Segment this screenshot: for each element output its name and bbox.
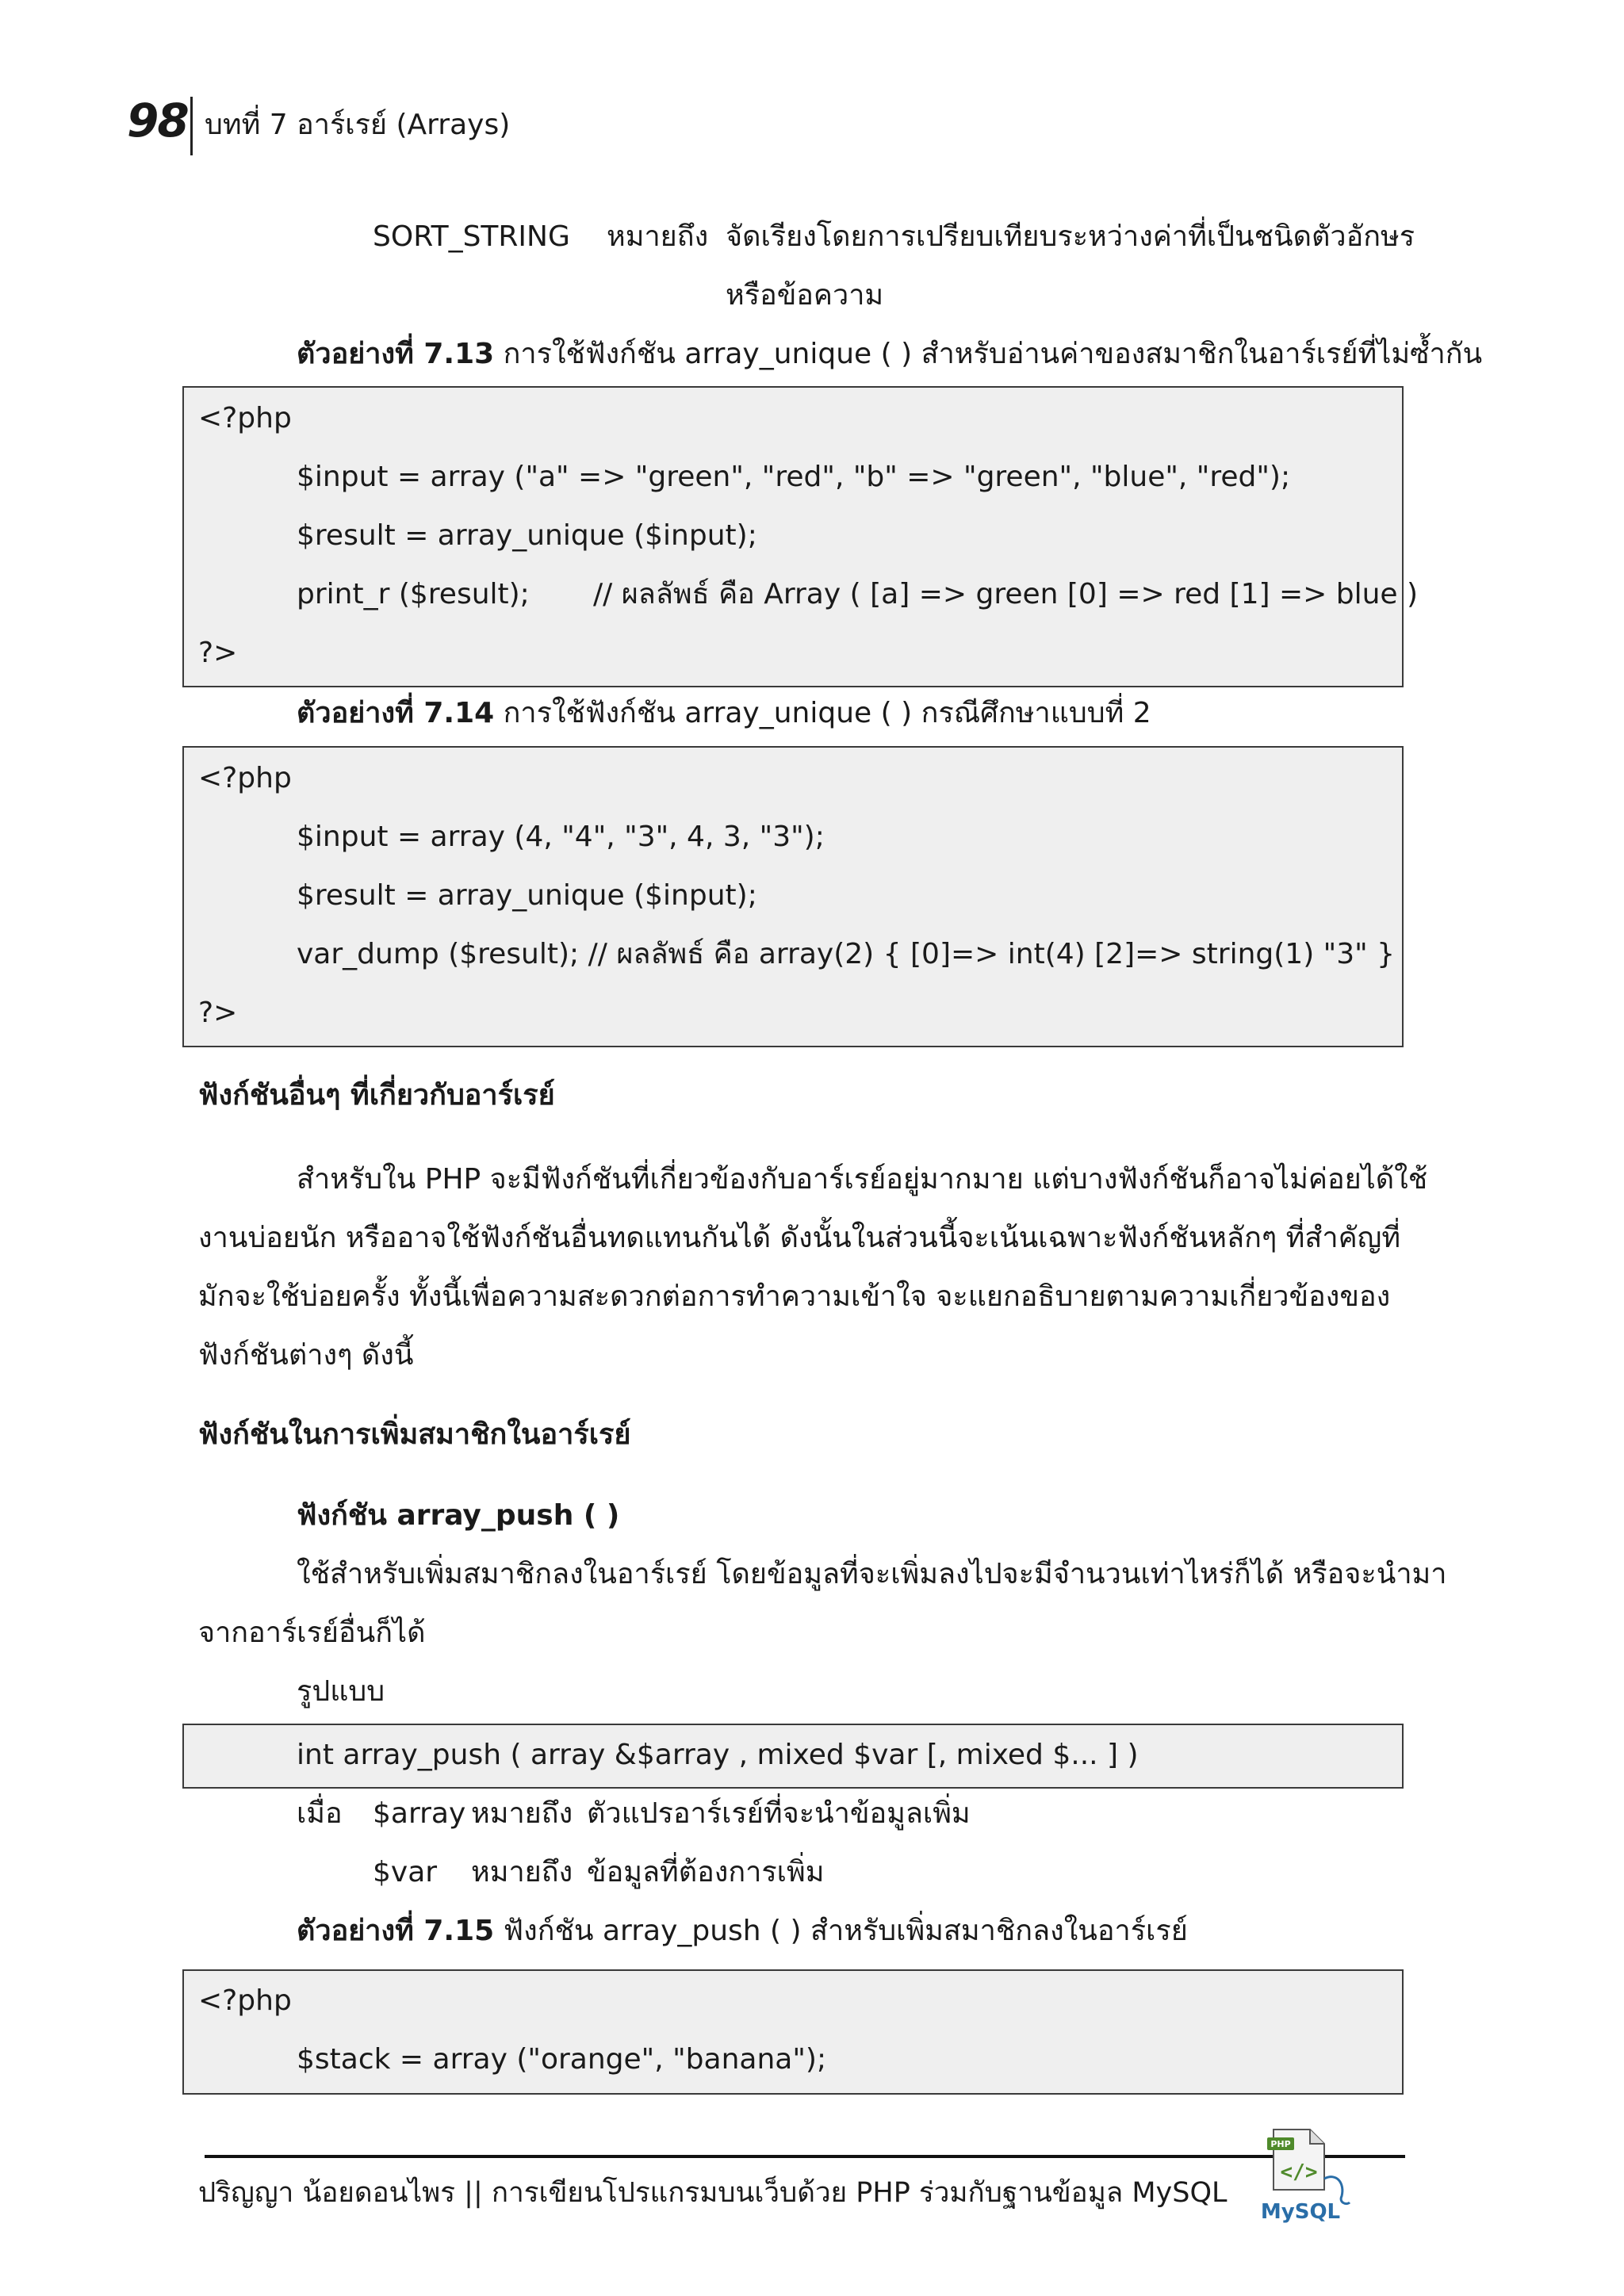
code-7-13-close: ?> [198, 637, 238, 669]
example-7-13-text: การใช้ฟังก์ชัน array_unique ( ) สำหรับอ่านค่าของสมาชิกในอาร์เรย์ที่ไม่ซ้ำกัน [494, 338, 1483, 370]
example-7-14-label: ตัวอย่างที่ 7.14 [297, 697, 495, 729]
section-heading-other-functions: ฟังก์ชันอื่นๆ ที่เกี่ยวกับอาร์เรย์ [198, 1079, 555, 1112]
param-array-name: $array [373, 1797, 466, 1830]
section-other-para-3: มักจะใช้บ่อยครั้ง ทั้งนี้เพื่อความสะดวกต่อการทำความเข้าใจ จะแยกอธิบายตามความเกี่ยวข้องของ [198, 1280, 1391, 1313]
footer-text: ปริญญา น้อยดอนไพร || การเขียนโปรแกรมบนเว็บด้วย PHP ร่วมกับฐานข้อมูล MySQL [198, 2177, 1228, 2209]
code-7-14-line2: $result = array_unique ($input); [297, 879, 757, 912]
example-7-13-caption [297, 335, 1482, 373]
code-7-13-open: <?php [198, 402, 292, 434]
param-array-desc: ตัวแปรอาร์เรย์ที่จะนำข้อมูลเพิ่ม [587, 1797, 971, 1830]
logo-mysql-text: MySQL [1260, 2200, 1341, 2224]
sort-string-desc-1: จัดเรียงโดยการเปรียบเทียบระหว่างค่าที่เป็นชนิดตัวอักษร [726, 220, 1415, 253]
code-7-13-line2: $result = array_unique ($input); [297, 519, 757, 552]
param-array-meaning: หมายถึง [471, 1797, 573, 1830]
code-7-15-line1: $stack = array ("orange", "banana"); [297, 2043, 827, 2076]
code-7-14-line1: $input = array (4, "4", "3", 4, 3, "3"); [297, 821, 825, 853]
section-other-para-4: ฟังก์ชันต่างๆ ดังนี้ [198, 1339, 414, 1372]
sort-string-desc-2: หรือข้อความ [726, 279, 884, 312]
section-add-para-1: ใช้สำหรับเพิ่มสมาชิกลงในอาร์เรย์ โดยข้อมูลที่จะเพิ่มลงไปจะมีจำนวนเท่าไหร่ก็ได้ หรือจะนำมา [297, 1558, 1447, 1590]
example-7-14-caption [297, 695, 1151, 733]
header-divider [190, 97, 193, 155]
code-7-14-close: ?> [198, 997, 238, 1029]
example-7-15-label: ตัวอย่างที่ 7.15 [297, 1915, 495, 1947]
section-add-para-2: จากอาร์เรย์อื่นก็ได้ [198, 1617, 426, 1649]
param-var-name: $var [373, 1856, 438, 1888]
footer-rule [205, 2155, 1405, 2158]
param-var-desc: ข้อมูลที่ต้องการเพิ่ม [587, 1856, 825, 1888]
example-7-13-label: ตัวอย่างที่ 7.13 [297, 338, 495, 370]
code-7-14-line3: var_dump ($result); // ผลลัพธ์ คือ array(2) { [0]=> int(4) [2]=> string(1) "3" } [297, 938, 1396, 970]
sort-string-term: SORT_STRING [373, 220, 570, 253]
section-heading-add-members: ฟังก์ชันในการเพิ่มสมาชิกในอาร์เรย์ [198, 1418, 631, 1451]
code-7-13-line3b: // ผลลัพธ์ คือ Array ( [a] => green [0] => red [1] => blue ) [593, 578, 1419, 610]
param-var-meaning: หมายถึง [471, 1856, 573, 1888]
example-7-15-caption [297, 1912, 1188, 1950]
code-7-14-open: <?php [198, 762, 292, 794]
sort-string-meaning: หมายถึง [607, 220, 709, 253]
section-other-para-1: สำหรับใน PHP จะมีฟังก์ชันที่เกี่ยวข้องกับอาร์เรย์อยู่มากมาย แต่บางฟังก์ชันก็อาจไม่ค่อยได้ใช้ [297, 1163, 1428, 1196]
logo-php-badge: PHP [1270, 2139, 1291, 2149]
code-7-13-line1: $input = array ("a" => "green", "red", "b" => "green", "blue", "red"); [297, 461, 1291, 493]
syntax-text: int array_push ( array &$array , mixed $var [, mixed $... ] ) [297, 1739, 1139, 1771]
code-7-13-line3a: print_r ($result); [297, 578, 530, 610]
code-7-15-open: <?php [198, 1984, 292, 2017]
format-label: รูปแบบ [297, 1675, 385, 1708]
subheading-array-push: ฟังก์ชัน array_push ( ) [297, 1499, 620, 1532]
example-7-14-text: การใช้ฟังก์ชัน array_unique ( ) กรณีศึกษาแบบที่ 2 [494, 697, 1151, 729]
svg-text:</>: </> [1280, 2160, 1318, 2184]
page-number: 98 [127, 94, 188, 147]
chapter-title: บทที่ 7 อาร์เรย์ (Arrays) [205, 109, 511, 141]
example-7-15-text: ฟังก์ชัน array_push ( ) สำหรับเพิ่มสมาชิกลงในอาร์เรย์ [494, 1915, 1188, 1947]
php-mysql-logo-icon [1248, 2123, 1367, 2234]
section-other-para-2: งานบ่อยนัก หรืออาจใช้ฟังก์ชันอื่นทดแทนกันได้ ดังนั้นในส่วนนี้จะเน้นเฉพาะฟังก์ชันหลักๆ ที่สำคัญที่ [198, 1222, 1401, 1254]
where-label: เมื่อ [297, 1797, 343, 1830]
